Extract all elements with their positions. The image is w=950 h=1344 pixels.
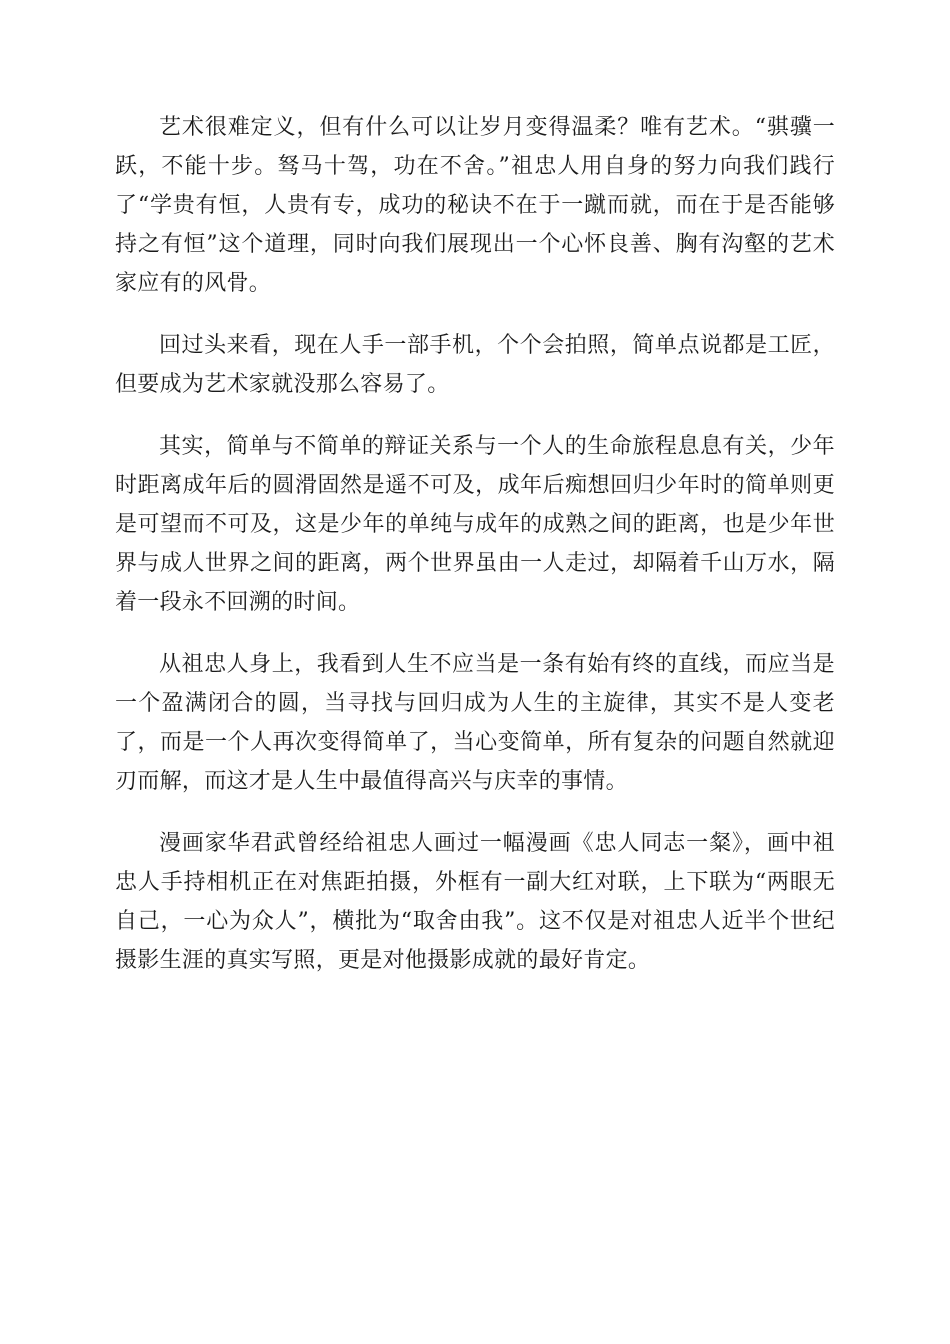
paragraph-3: 其实，简单与不简单的辩证关系与一个人的生命旅程息息有关，少年时距离成年后的圆滑固然是遥不可及，成年后痴想回归少年时的简单则更是可望而不可及，这是少年的单纯与成年的成熟之间的距离，也是少年世界与成人世界之间的距离，两个世界虽由一人走过，却隔着千山万水，隔着一段永不回溯的时间。 [115,434,835,615]
paragraph-5: 漫画家华君武曾经给祖忠人画过一幅漫画《忠人同志一粲》，画中祖忠人手持相机正在对焦距拍摄，外框有一副大红对联，上下联为“两眼无自己，一心为众人”，横批为“取舍由我”。这不仅是对祖忠人近半个世纪摄影生涯的真实写照，更是对他摄影成就的最好肯定。 [115,831,835,973]
paragraph-1: 艺术很难定义，但有什么可以让岁月变得温柔？唯有艺术。“骐骥一跃，不能十步。驽马十驾，功在不舍。”祖忠人用自身的努力向我们践行了“学贵有恒，人贵有专，成功的秘诀不在于一蹴而就，而在于是否能够持之有恒”这个道理，同时向我们展现出一个心怀良善、胸有沟壑的艺术家应有的风骨。 [115,115,835,296]
paragraph-2: 回过头来看，现在人手一部手机，个个会拍照，简单点说都是工匠，但要成为艺术家就没那么容易了。 [115,333,835,397]
paragraph-4: 从祖忠人身上，我看到人生不应当是一条有始有终的直线，而应当是一个盈满闭合的圆，当寻找与回归成为人生的主旋律，其实不是人变老了，而是一个人再次变得简单了，当心变简单，所有复杂的问题自然就迎刃而解，而这才是人生中最值得高兴与庆幸的事情。 [115,652,835,794]
document-body [115,108,835,1003]
